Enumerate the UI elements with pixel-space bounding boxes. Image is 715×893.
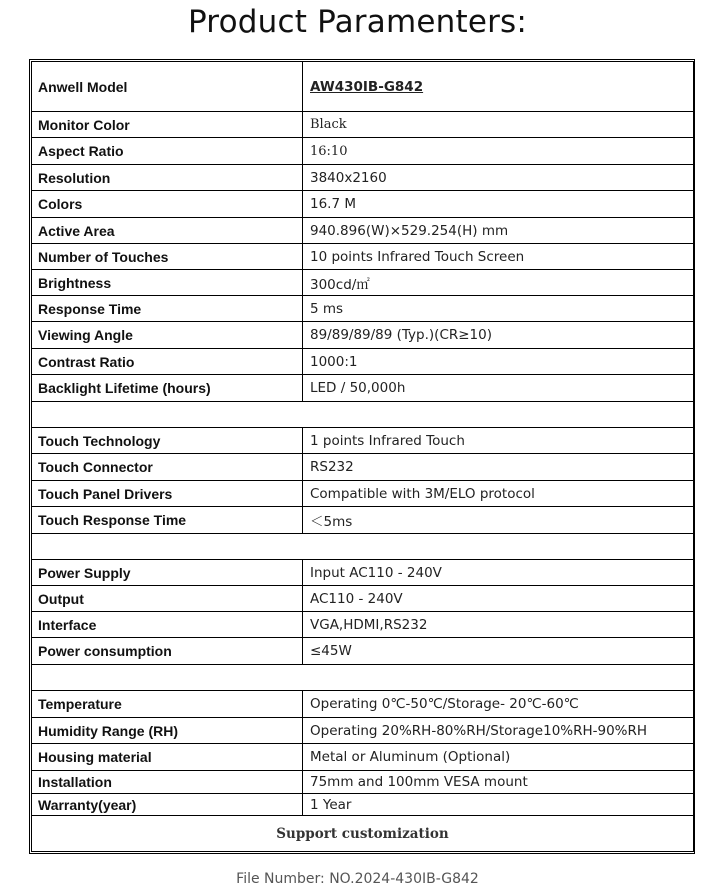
row-label: Temperature bbox=[32, 691, 303, 717]
table-spacer-row bbox=[32, 534, 693, 560]
table-row bbox=[32, 218, 693, 244]
row-label: Output bbox=[32, 586, 303, 611]
row-value: Metal or Aluminum (Optional) bbox=[310, 749, 511, 765]
row-value: Input AC110 - 240V bbox=[310, 564, 442, 581]
row-label: Aspect Ratio bbox=[32, 138, 303, 164]
row-label: Touch Connector bbox=[32, 454, 303, 480]
row-label: Power Supply bbox=[32, 560, 303, 585]
support-customization-note: Support customization bbox=[276, 825, 449, 842]
row-value: ≤45W bbox=[310, 643, 352, 659]
table-row bbox=[32, 349, 693, 375]
row-label: Power consumption bbox=[32, 638, 303, 664]
row-label: Anwell Model bbox=[32, 62, 303, 111]
row-value: 5 ms bbox=[310, 300, 344, 317]
table-row bbox=[32, 612, 693, 638]
table-row bbox=[32, 454, 693, 481]
row-value: Operating 20%RH-80%RH/Storage10%RH-90%RH bbox=[310, 722, 648, 739]
row-value: 10 points Infrared Touch Screen bbox=[310, 248, 525, 265]
row-label: Warranty(year) bbox=[32, 794, 303, 815]
row-value: 75mm and 100mm VESA mount bbox=[310, 774, 528, 790]
row-label: Humidity Range (RH) bbox=[32, 718, 303, 743]
table-row bbox=[32, 112, 693, 138]
model-value: AW430IB-G842 bbox=[310, 78, 424, 95]
row-label: Touch Panel Drivers bbox=[32, 481, 303, 506]
row-label: Monitor Color bbox=[32, 112, 303, 137]
table-row bbox=[32, 718, 693, 744]
table-note-row bbox=[32, 816, 693, 851]
table-row bbox=[32, 691, 693, 718]
page-title: Product Paramenters: bbox=[187, 4, 528, 40]
parameters-table bbox=[31, 61, 694, 852]
row-label: Contrast Ratio bbox=[32, 349, 303, 374]
row-label: Touch Response Time bbox=[32, 507, 303, 533]
row-value: 1000:1 bbox=[310, 353, 358, 370]
row-label: Active Area bbox=[32, 218, 303, 243]
row-value: 300cd/㎡ bbox=[310, 276, 370, 293]
row-label: Viewing Angle bbox=[32, 322, 303, 348]
table-row bbox=[32, 586, 693, 612]
row-value: 1 Year bbox=[310, 796, 352, 813]
table-row bbox=[32, 138, 693, 165]
row-value: AC110 - 240V bbox=[310, 590, 403, 607]
table-row bbox=[32, 270, 693, 296]
row-value: RS232 bbox=[310, 459, 354, 475]
row-value: Compatible with 3M/ELO protocol bbox=[310, 485, 535, 502]
row-value: 3840x2160 bbox=[310, 169, 387, 186]
table-row bbox=[32, 560, 693, 586]
table-row bbox=[32, 744, 693, 771]
table-row bbox=[32, 428, 693, 454]
table-row bbox=[32, 375, 693, 402]
row-label: Brightness bbox=[32, 270, 303, 295]
row-value: 16.7 M bbox=[310, 196, 356, 212]
file-number: File Number: NO.2024-430IB-G842 bbox=[236, 871, 479, 887]
row-value: VGA,HDMI,RS232 bbox=[310, 616, 428, 633]
table-row bbox=[32, 296, 693, 322]
table-row bbox=[32, 244, 693, 270]
table-row bbox=[32, 191, 693, 218]
row-label: Housing material bbox=[32, 744, 303, 770]
table-row bbox=[32, 507, 693, 534]
table-spacer-row bbox=[32, 402, 693, 428]
table-row bbox=[32, 794, 693, 816]
table-row-model bbox=[32, 62, 693, 112]
row-label: Number of Touches bbox=[32, 244, 303, 269]
row-label: Installation bbox=[32, 771, 303, 793]
row-label: Colors bbox=[32, 191, 303, 217]
table-row bbox=[32, 481, 693, 507]
row-value: 1 points Infrared Touch bbox=[310, 432, 465, 449]
table-row bbox=[32, 771, 693, 794]
row-value: 940.896(W)×529.254(H) mm bbox=[310, 222, 509, 239]
row-label: Interface bbox=[32, 612, 303, 637]
row-value: Black bbox=[310, 117, 347, 132]
row-value: ＜5ms bbox=[310, 514, 353, 530]
table-row bbox=[32, 165, 693, 191]
row-value: LED / 50,000h bbox=[310, 380, 406, 396]
row-value: 89/89/89/89 (Typ.)(CR≥10) bbox=[310, 327, 493, 343]
table-row bbox=[32, 638, 693, 665]
row-value: 16:10 bbox=[310, 143, 348, 159]
row-label: Backlight Lifetime (hours) bbox=[32, 375, 303, 401]
row-label: Resolution bbox=[32, 165, 303, 190]
table-row bbox=[32, 322, 693, 349]
table-spacer-row bbox=[32, 665, 693, 691]
row-label: Touch Technology bbox=[32, 428, 303, 453]
row-value: Operating 0℃-50℃/Storage- 20℃-60℃ bbox=[310, 696, 579, 712]
row-label: Response Time bbox=[32, 296, 303, 321]
